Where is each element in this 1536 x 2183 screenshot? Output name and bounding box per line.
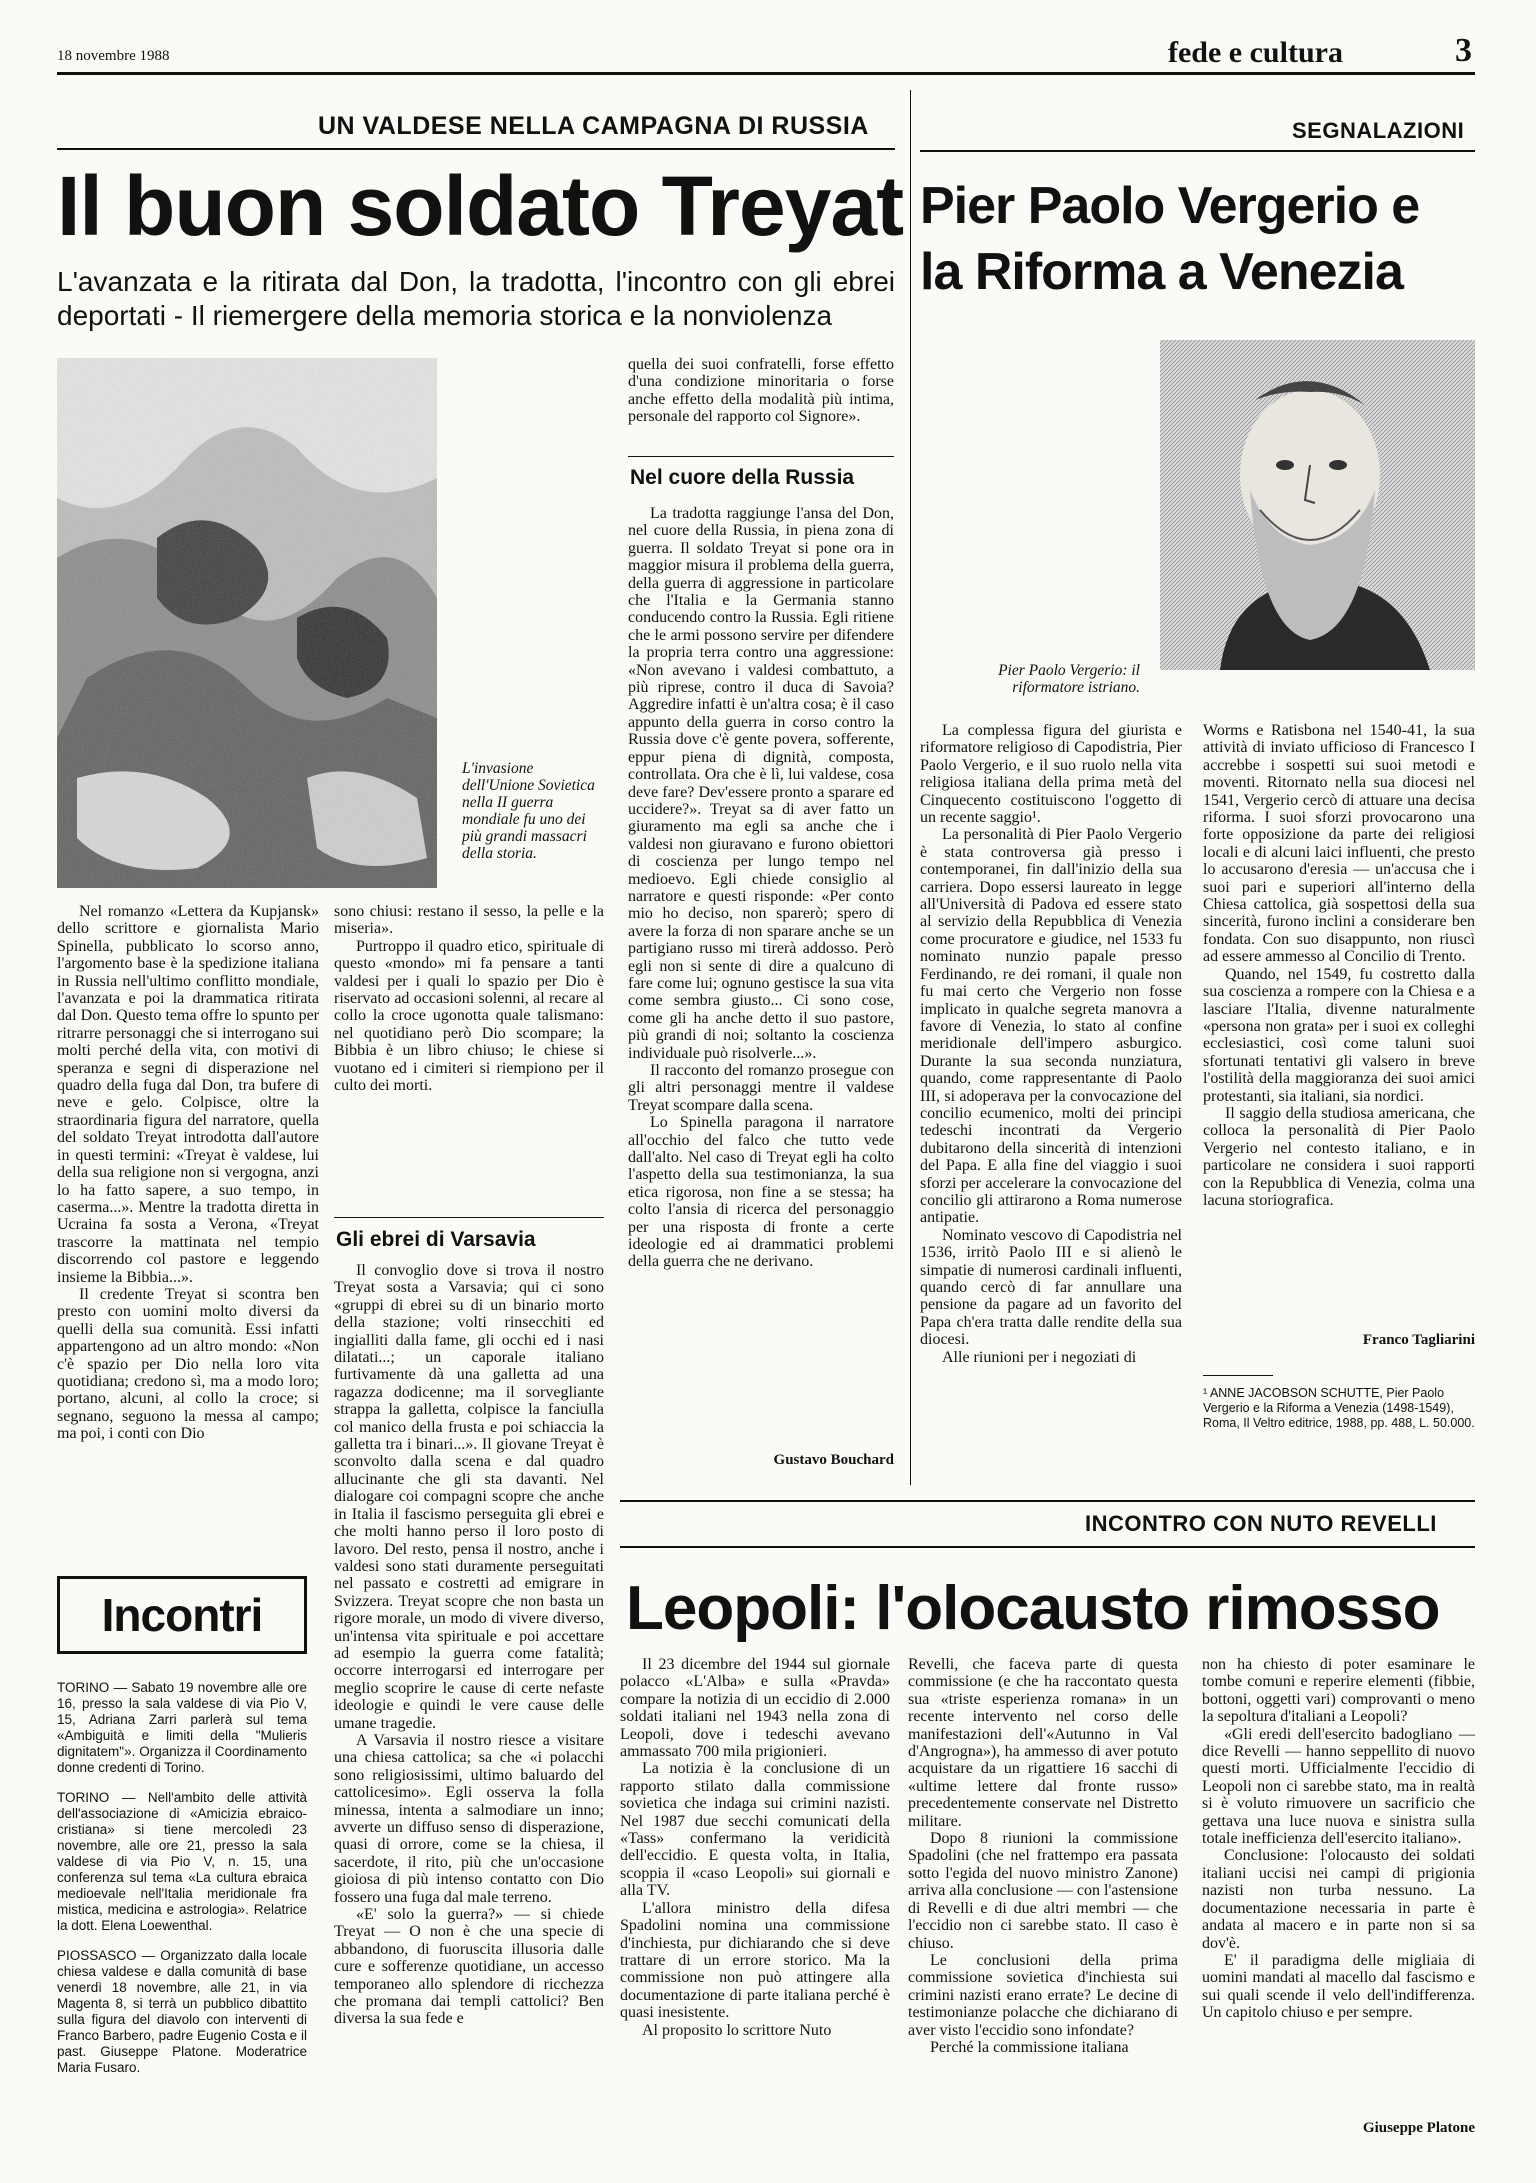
article1-column1 — [57, 903, 319, 1443]
masthead-date: 18 novembre 1988 — [57, 48, 170, 64]
paragraph: Il racconto del romanzo prosegue con gli altri personaggi mentre il valdese Treyat scompare dalla scena. — [628, 1062, 894, 1114]
paragraph: Nominato vescovo di Capodistria nel 1536, irritò Paolo III e si alienò le simpatie di numerosi cardinali influenti, quando cercò di far annullare una pensione da pagare ad un favorito del Papa ch'era tratta dalle rendite della sua diocesi. — [920, 1226, 1182, 1349]
article1-column3 — [628, 505, 894, 1271]
article3-kicker: INCONTRO CON NUTO REVELLI — [1085, 1511, 1437, 1536]
article3-column1 — [620, 1656, 890, 2039]
paragraph: Purtroppo il quadro etico, spirituale di questo «mondo» mi fa pensare a tanti valdesi per i quali lo spazio per Dio è riservato ad occasioni solenni, al recare al collo la croce ugonotta quale talismano: nel quotidiano però Dio scompare; la Bibbia è un libro chiuso; le chiese si vuotano ed i cimiteri si riempiono per il culto dei morti. — [334, 937, 604, 1095]
incontri-title: Incontri — [101, 1589, 263, 1641]
article1-subtitle: L'avanzata e la ritirata dal Don, la tradotta, l'incontro con gli ebrei deportati - Il riemergere della memoria storica e la nonviolenza — [57, 266, 895, 331]
subhead-rule — [628, 456, 894, 457]
article3-top-rule — [620, 1500, 1475, 1502]
subhead-rule — [334, 1217, 604, 1218]
paragraph: «E' solo la guerra?» — si chiede Treyat — O non è che una specie di abbandono, di fuoruscita illusoria dalle cure e sofferenze quotidiane, un accesso temporaneo allo splendore di ricchezza che promana dai templi cattolici? Ben diversa la sua fede e — [334, 1906, 604, 2028]
subhead-varsavia: Gli ebrei di Varsavia — [336, 1228, 536, 1251]
paragraph: La complessa figura del giurista e riformatore religioso di Capodistria, Pier Paolo Vergerio, e il suo ruolo nella vita religiosa italiana della prima metà del Cinquecento costituiscono l'oggetto di un recente saggio¹. — [920, 722, 1182, 827]
article3-headline: Leopoli: l'olocausto rimosso — [626, 1574, 1440, 1643]
paragraph: Conclusione: l'olocausto dei soldati italiani uccisi nei campi di prigionia nazisti non turba nessuno. La documentazione necessaria in parte è andata al macero e in parte non si sa dov'è. — [1202, 1847, 1475, 1952]
paragraph: Perché la commissione italiana — [930, 2038, 1129, 2056]
article2-headline-line2: la Riforma a Venezia — [920, 243, 1403, 301]
article2-kicker: SEGNALAZIONI — [1292, 118, 1465, 143]
paragraph: Alle riunioni per i negoziati di — [942, 1348, 1137, 1366]
incontri-item: TORINO — Nell'ambito delle attività dell'associazione di «Amicizia ebraico-cristiana» si tiene mercoledì 23 novembre, alle ore 21, presso la sala valdese di via Pio V, n. 15, una conferenza sul tema «La cultura ebraica medioevale nell'Italia meridionale fra mistica, medicina e astrologia». Relatrice la dott. Elena Loewenthal. — [57, 1790, 307, 1933]
paragraph: «Gli eredi dell'esercito badogliano — dice Revelli — hanno seppellito di nuovo questi morti. Ufficialmente l'eccidio di Leopoli non ci sarebbe stato, ma in realtà si è voluto rimuovere un sacrificio che gettava una luce nuova e sinistra sulla totale inefficienza dell'esercito italiano». — [1202, 1725, 1475, 1848]
article1-headline: Il buon soldato Treyat — [57, 159, 904, 253]
paragraph: L'allora ministro della difesa Spadolini nomina una commissione d'inchiesta, pur dichiarando che si deve trattare di un errore storico. Ma la commissione non può attingere alla documentazione di parte italiana perché è quasi inesistente. — [620, 1899, 890, 2022]
subhead-russia: Nel cuore della Russia — [630, 466, 855, 489]
article2-kicker-rule — [920, 150, 1475, 152]
article2-headline-line1: Pier Paolo Vergerio e — [920, 177, 1420, 235]
war-photo — [57, 358, 437, 888]
paragraph: Il 23 dicembre del 1944 sul giornale polacco «L'Alba» e sulla «Pravda» compare la notizia di un eccidio di 2.000 soldati italiani nel 1943 nella zona di Leopoli, dove i tedeschi avevano ammassato 700 mila prigionieri. — [620, 1656, 890, 1761]
article3-column2 — [908, 1656, 1178, 2056]
column-divider — [910, 90, 911, 1485]
paragraph: Worms e Ratisbona nel 1540-41, la sua attività di inviato ufficioso di Francesco I accrebbe i sospetti sui suoi metodi e moventi. Ritornato nella sua diocesi nel 1541, Vergerio cercò di attuare una decisa riforma. I suoi sforzi provocarono una forte opposizione da parte dei religiosi locali e di alcuni laici influenti, che presto lo accusarono d'eresia — un'accusa che i suoi pari e superiori all'interno della Chiesa cattolica, già sospettosi della sua sincerità, furono inclini a considerare ben fondata. Con suo disappunto, non riuscì ad essere ammesso al Concilio di Trento. — [1203, 722, 1475, 966]
incontri-title-box — [57, 1576, 307, 1654]
article1-column3-top — [628, 356, 894, 426]
paragraph: sono chiusi: restano il sesso, la pelle e la miseria». — [334, 903, 604, 938]
incontri-item: TORINO — Sabato 19 novembre alle ore 16, presso la sala valdese di via Pio V, 15, Adriana Zarri parlerà sul tema «Ambiguità e limiti della "Mulieris dignitatem"». Organizza il Coordinamento donne credenti di Torino. — [57, 1680, 307, 1775]
article2-footnote: ¹ ANNE JACOBSON SCHUTTE, Pier Paolo Vergerio e la Riforma a Venezia (1498-1549), Roma, Il Veltro editrice, 1988, pp. 488, L. 50.000. — [1203, 1386, 1475, 1430]
masthead-page-number: 3 — [1455, 32, 1472, 69]
article2-column1 — [920, 722, 1182, 1366]
footnote-rule — [1203, 1375, 1273, 1376]
war-photo-caption: L'invasione dell'Unione Sovietica nella II guerra mondiale fu uno dei più grandi massacri della storia. — [462, 760, 595, 862]
paragraph: non ha chiesto di poter esaminare le tombe comuni e reperire elementi (fibbie, bottoni, oggetti vari) comprovanti o meno la sepoltura d'italiani a Leopoli? — [1202, 1656, 1475, 1726]
paragraph: Dopo 8 riunioni la commissione Spadolini (che nel frattempo era passata sotto l'egida del nuovo ministro Zanone) arriva alla conclusione — con l'astensione di Revelli e di due altri membri — che l'eccidio non ci sarebbe stato. Il caso è chiuso. — [908, 1830, 1178, 1952]
article2-author: Franco Tagliarini — [1362, 1332, 1475, 1348]
paragraph: La notizia è la conclusione di un rapporto stilato dalla commissione sovietica che indaga sui crimini nazisti. Nel 1987 due secchi comunicati della «Tass» confermano la veridicità dell'eccidio. E questa volta, in Italia, scoppia il «caso Leopoli» sui giornali e alla TV. — [620, 1760, 890, 1900]
paragraph: A Varsavia il nostro riesce a visitare una chiesa cattolica; sa che «i polacchi sono religiosissimi, ultimo baluardo del cattolicesimo». Egli osserva la folla minessa, intenta a salmodiare un inno; avverte un diffuso senso di disperazione, quasi di orrore, come se la chiesa, il sacerdote, il rito, più che un'occasione gioiosa di più intenso contatto con Dio fossero una fuga dal male terreno. — [334, 1731, 604, 1906]
incontri-list — [57, 1680, 307, 2076]
paragraph: quella dei suoi confratelli, forse effetto d'una condizione minoritaria o forse anche effetto della modalità più intima, personale del rapporto col Signore». — [628, 356, 894, 426]
article1-column2-varsavia — [334, 1262, 604, 2028]
paragraph: La tradotta raggiunge l'ansa del Don, nel cuore della Russia, in piena zona di guerra. Il soldato Treyat si pone ora in maggior misura il problema della guerra, della guerra di aggressione in particolare che l'Italia e la Germania stanno conducendo contro la Russia. Egli ritiene che le armi possono servire per difendere la propria terra contro una aggressione: «Non avevano i valdesi combattuto, a più riprese, contro il duca di Savoia? Aggredire infatti è un'altra cosa; è il caso appunto della guerra in corso contro la Russia dove c'è gente povera, sofferente, eppur piena di dignità, composta, controllata. Ora che è lì, lui valdese, cosa deve fare? Dev'essere pronto a sparare ed uccidere?». Treyat sa di aver fatto un giuramento ma egli sa anche che i valdesi non giuravano e furono obiettori di coscienza per lungo tempo nel medioevo. Egli chiede consiglio al narratore e questi risponde: «Per conto mio ho deciso, non sparerò; spero di avere la forza di non sparare anche se un partigiano russo mi tirerà addosso. Però egli non si sente di dire a qualcuno di fare come lui; ognuno gestisce la sua vita come sembra giusto... Ci sono cose, come gli ha anche detto il suo pastore, più grandi di noi; soltanto la coscienza individuale può risolverle...». — [628, 505, 894, 1062]
paragraph: Al proposito lo scrittore Nuto — [642, 2021, 832, 2039]
paragraph: La personalità di Pier Paolo Vergerio è stata controversa già presso i contemporanei, fin dall'inizio della sua carriera. Dopo essersi laureato in legge all'Università di Padova ed essere stato al servizio della Repubblica di Venezia come procuratore e giudice, nel 1533 fu nominato nunzio papale presso Ferdinando, re dei romani, il quale non fu mai certo che Vergerio non fosse implicato in qualche segreta manovra a favore di Venezia, lo stato al confine meridionale dell'impero asburgico. Durante la sua seconda nunziatura, quando, come rappresentante di Paolo III, si adoperava per la convocazione del concilio ecumenico, molti dei principi tedeschi incontrati da Vergerio dubitarono della sincerità di intenzioni del Papa. E alla fine del viaggio i suoi sforzi per accelerare la convocazione del concilio gli attirarono a Roma numerose antipatie. — [920, 826, 1182, 1227]
article1-kicker-rule — [57, 148, 895, 150]
article3-author: Giuseppe Platone — [1362, 2120, 1475, 2136]
incontri-item: PIOSSASCO — Organizzato dalla locale chiesa valdese e dalla comunità di base venerdì 18 novembre, alle 21, in via Magenta 8, si terrà un pubblico dibattito sulla figura del diavolo con interventi di Franco Barbero, padre Eugenio Costa e il past. Giuseppe Platone. Moderatrice Maria Fusaro. — [57, 1948, 307, 2075]
article1-column2 — [334, 903, 604, 1094]
paragraph: Nel romanzo «Lettera da Kupjansk» dello scrittore e giornalista Mario Spinella, pubblicato lo scorso anno, l'argomento base è la spedizione italiana in Russia nell'ultimo conflitto mondiale, l'avanzata e poi la drammatica ritirata dal Don. Questo tema offre lo spunto per ritrarre personaggi che si interrogano sui molti perché della vita, con motivi di speranza e segni di disperazione nel quadro della fuga dal Don, tra bufere di neve e gelo. Colpisce, oltre la straordinaria figura del narratore, quella del soldato Treyat introdotta dall'autore in questi termini: «Treyat è valdese, lui della sua religione non si vergogna, anzi lo ha fatto sapere, a suo tempo, in caserma...». Mentre la tradotta diretta in Ucraina fa sosta a Verona, «Treyat trascorre la mattinata nel tempio discorrendo col pastore e leggendo insieme la Bibbia...». — [57, 903, 319, 1286]
paragraph: Le conclusioni della prima commissione sovietica d'inchiesta sui crimini nazisti erano errate? Le decine di testimonianze polacche che dichiarano di aver visto l'eccidio sono infondate? — [908, 1951, 1178, 2039]
masthead-rule — [57, 72, 1475, 75]
paragraph: Lo Spinella paragona il narratore all'occhio del falco che tutto vede dall'alto. Nel caso di Treyat egli ha colto l'aspetto della sua testimonianza, la sua etica rigorosa, non fine a se stessa; ha colto l'ansia di ricerca del personaggio per una risposta di fronte a certe ideologie ed ai drammatici problemi della guerra che ne derivano. — [628, 1114, 894, 1271]
paragraph: Il credente Treyat si scontra ben presto con uomini molto diversi da quelli della sua comunità. Essi infatti appartengono ad un altro mondo: «Non c'è spazio per Dio nella loro vita quotidiana; credono sì, ma a modo loro; portano, alcuni, al collo la croce; si segnano, seguono la messa al campo; ma poi, i conti con Dio — [57, 1285, 319, 1443]
paragraph: Il convoglio dove si trova il nostro Treyat sosta a Varsavia; qui ci sono «gruppi di ebrei su di un binario morto della stazione; volti rinsecchiti ed ingialliti dalla fame, gli occhi ed i nasi dilatati...; un caporale italiano furtivamente dà una galletta ad una ragazza dodicenne; ma il sorvegliante strappa la galletta, colpisce la fanciulla col manico della frusta e poi schiaccia la galletta tra i binari...». Il giovane Treyat è sconvolto dalla scena e dal quadro allucinante che gli sta davanti. Nel dialogare coi compagni scopre che anche in Italia il fascismo perseguita gli ebrei e che molti hanno perso il loro posto di lavoro. Del resto, pensa il nostro, anche i valdesi sono stati duramente perseguitati nel passato e costretti ad emigrare in Svizzera. Treyat scopre che non basta un rigore morale, un modo di vivere diverso, un'intensa vita spirituale e poi accettare ad esempio la guerra come fatalità; occorre interrogarsi ed interrogare per meglio scoprire le cause di certe nefaste ideologie e quindi le vere cause delle umane tragedie. — [334, 1262, 604, 1732]
paragraph: Revelli, che faceva parte di questa commissione (e che ha raccontato questa sua «triste esperienza romana» in un recente intervento nel corso delle manifestazioni dell'«Autunno in Val d'Angrogna»), ha ammesso di aver potuto acquistare da un rigattiere 16 sacchi di «ultime lettere dal fronte russo» precedentemente conservate nel Distretto militare. — [908, 1656, 1178, 1830]
paragraph: Il saggio della studiosa americana, che colloca la personalità di Pier Paolo Vergerio nel contesto italiano, e in particolare ne considera i suoi rapporti con la Repubblica di Venezia, colma una lacuna storiografica. — [1203, 1104, 1475, 1209]
article3-column3 — [1202, 1656, 1475, 2022]
article1-author: Gustavo Bouchard — [773, 1452, 894, 1468]
vergerio-portrait-caption: Pier Paolo Vergerio: il riformatore istriano. — [998, 662, 1140, 696]
article2-column2 — [1203, 722, 1475, 1209]
vergerio-portrait — [1160, 340, 1475, 670]
masthead-section: fede e cultura — [1168, 36, 1343, 69]
article1-kicker: UN VALDESE NELLA CAMPAGNA DI RUSSIA — [318, 112, 869, 140]
article3-kicker-rule — [620, 1546, 1475, 1548]
paragraph: Quando, nel 1549, fu costretto dalla sua coscienza a rompere con la Chiesa e a lasciare l'Italia, divenne naturalmente «persona non grata» per i suoi ex colleghi ecclesiastici, così come taluni suoi sfortunati tentativi gli valsero in breve l'ostilità della maggioranza dei suoi amici protestanti, sia italiani, sia nordici. — [1203, 965, 1475, 1105]
paragraph: E' il paradigma delle migliaia di uomini mandati al macello dal fascismo e sui quali scende il velo dell'indifferenza. Un capitolo chiuso e per sempre. — [1202, 1951, 1475, 2022]
